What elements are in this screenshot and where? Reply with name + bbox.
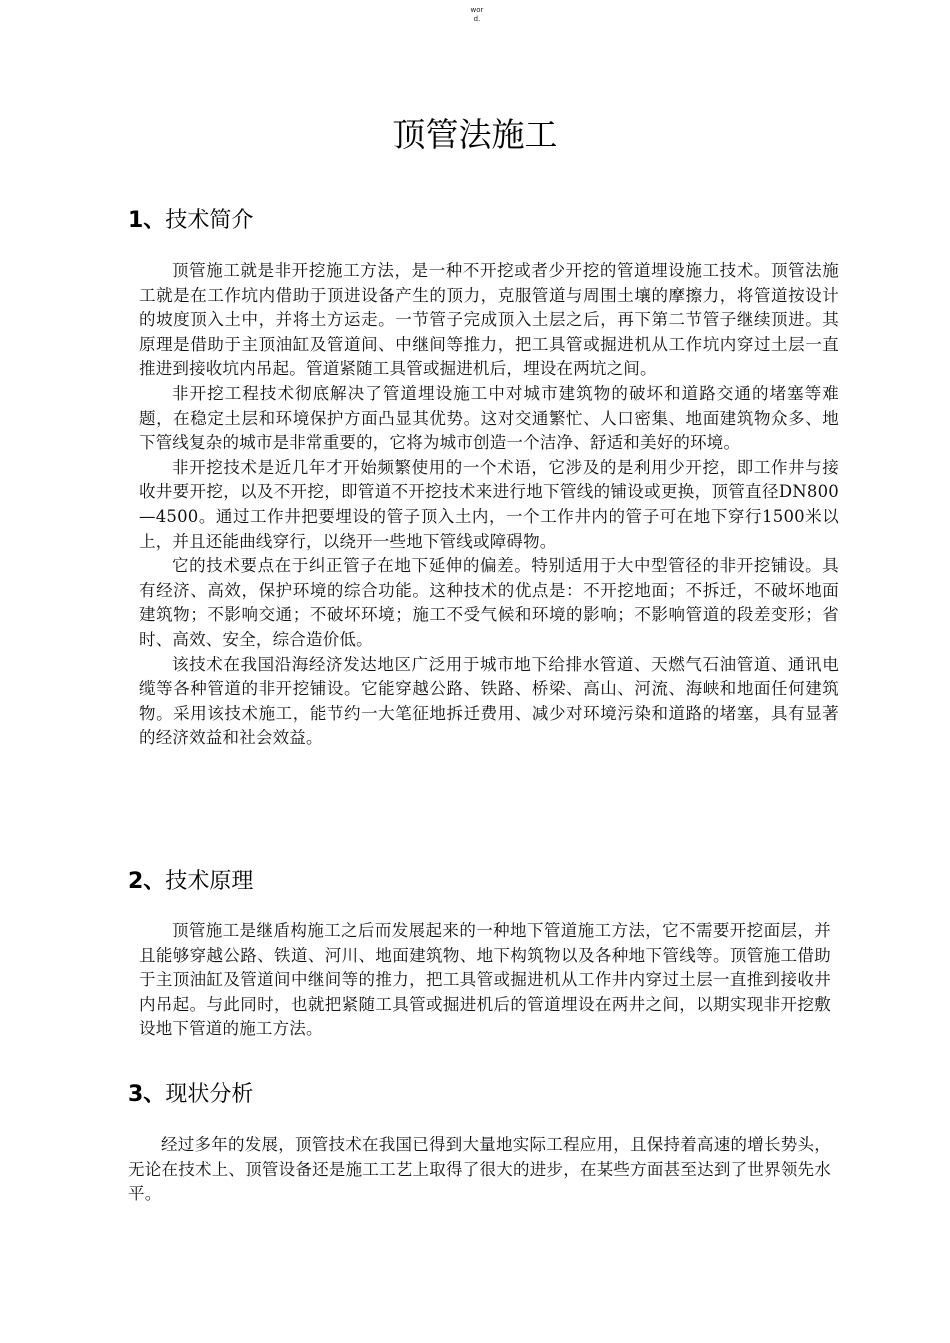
paragraph: 顶管施工是继盾构施工之后而发展起来的一种地下管道施工方法，它不需要开挖面层，并且能够穿越公路、铁道、河川、地面建筑物、地下构筑物以及各种地下管线等。顶管施工借助于主顶油缸及管道间中继间等的推力，把工具管或掘进机从工作井内穿过土层一直推到接收井内吊起。与此同时，也就把紧随工具管或掘进机后的管道埋设在两井之间，以期实现非开挖敷设地下管道的施工方法。 <box>139 921 831 1039</box>
section-heading-1 <box>128 206 253 236</box>
header-mark-line2: d. <box>473 15 481 23</box>
header-watermark <box>462 6 492 24</box>
paragraph: 经过多年的发展，顶管技术在我国已得到大量地实际工程应用，且保持着高速的增长势头，无论在技术上、顶管设备还是施工工艺上取得了很大的进步，在某些方面甚至达到了世界领先水平。 <box>128 1135 831 1204</box>
section-body-2 <box>139 919 831 1042</box>
paragraph: 该技术在我国沿海经济发达地区广泛用于城市地下给排水管道、天燃气石油管道、通讯电缆等各种管道的非开挖铺设。它能穿越公路、铁路、桥梁、高山、河流、海峡和地面任何建筑物。采用该技术施工，能节约一大笔征地拆迁费用、减少对环境污染和道路的堵塞，具有显著的经济效益和社会效益。 <box>139 654 839 748</box>
section-body-1 <box>139 259 839 751</box>
section-body-3 <box>128 1133 831 1207</box>
paragraph: 它的技术要点在于纠正管子在地下延伸的偏差。特别适用于大中型管径的非开挖铺设。具有经济、高效，保护环境的综合功能。这种技术的优点是：不开挖地面；不拆迁，不破坏地面建筑物；不影响交通；不破坏环境；施工不受气候和环境的影响；不影响管道的段差变形；省时、高效、安全，综合造价低。 <box>139 556 839 649</box>
header-mark-line1: wor <box>470 6 484 14</box>
paragraph: 非开挖工程技术彻底解决了管道埋设施工中对城市建筑物的破坏和道路交通的堵塞等难题，在稳定土层和环境保护方面凸显其优势。这对交通繁忙、人口密集、地面建筑物众多、地下管线复杂的城市是非常重要的，它将为城市创造一个洁净、舒适和美好的环境。 <box>139 383 839 453</box>
section-heading-2 <box>128 867 253 897</box>
paragraph: 顶管施工就是非开挖施工方法，是一种不开挖或者少开挖的管道埋设施工技术。顶管法施工就是在工作坑内借助于顶进设备产生的顶力，克服管道与周围土壤的摩擦力，将管道按设计的坡度顶入土中，并将土方运走。一节管子完成顶入土层之后，再下第二节管子继续顶进。其原理是借助于主顶油缸及管道间、中继间等推力，把工具管或掘进机从工作坑内穿过土层一直推进到接收坑内吊起。管道紧随工具管或掘进机后，埋设在两坑之间。 <box>139 261 839 379</box>
section-title-2: 技术原理 <box>165 869 254 894</box>
section-number-1: 1、 <box>128 208 166 233</box>
section-title-1: 技术简介 <box>165 208 254 233</box>
section-number-2: 2、 <box>128 869 166 894</box>
section-number-3: 3、 <box>128 1082 166 1107</box>
section-title-3: 现状分析 <box>165 1082 254 1107</box>
page-title: 顶管法施工 <box>392 115 558 154</box>
paragraph: 非开挖技术是近几年才开始频繁使用的一个术语，它涉及的是利用少开挖，即工作井与接收井要开挖，以及不开挖，即管道不开挖技术来进行地下管线的铺设或更换，顶管直径DN800—4500。通过工作井把要埋设的管子顶入土内，一个工作井内的管子可在地下穿行1500米以上，并且还能曲线穿行，以绕开一些地下管线或障碍物。 <box>139 457 839 551</box>
section-heading-3 <box>128 1080 253 1110</box>
